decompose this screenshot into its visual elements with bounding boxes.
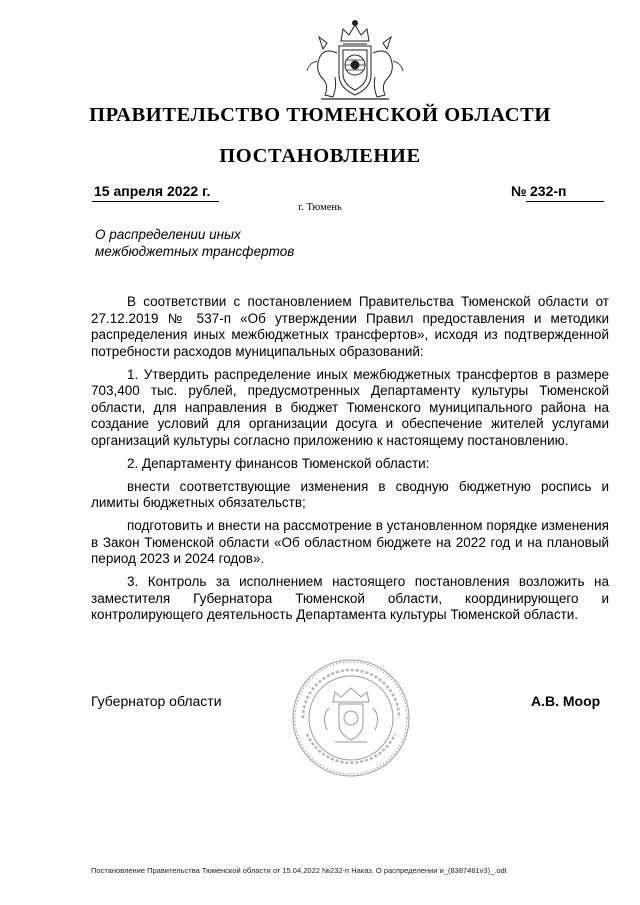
- subject-line-1: О распределении иных: [95, 227, 241, 242]
- document-type-title: ПОСТАНОВЛЕНИЕ: [219, 145, 421, 167]
- number-underline: [526, 201, 604, 202]
- document-number-label: №: [511, 183, 527, 199]
- coat-of-arms-icon: [299, 13, 411, 105]
- signatory-name: А.В. Моор: [531, 693, 601, 709]
- subject-line-2: межбюджетных трансфертов: [95, 244, 295, 259]
- body-paragraph-item-3: 3. Контроль за исполнением настоящего постановления возложить на заместителя Губернатора Тюменской области, координирующего и контролирующего деятельность Департамента культуры Тюменской области.: [91, 574, 609, 622]
- document-number: 232-п: [530, 183, 567, 199]
- signatory-position: Губернатор области: [91, 693, 222, 709]
- body-paragraph-item-2b: подготовить и внести на рассмотрение в установленном порядке изменения в Закон Тюменской области «Об областном бюджете на 2022 год и на плановый период 2023 и 2024 годов».: [91, 518, 609, 566]
- document-body: [91, 294, 609, 630]
- body-paragraph-preamble: В соответствии с постановлением Правительства Тюменской области от 27.12.2019 № 537-п «Об утверждении Правил предоставления и методики распределения иных межбюджетных трансфертов», исходя из подтвержденной потребности расходов муниципальных образований:: [91, 294, 609, 359]
- body-paragraph-item-2: 2. Департаменту финансов Тюменской области:: [127, 455, 430, 471]
- document-subject: [95, 226, 355, 260]
- body-paragraph-item-2a: внести соответствующие изменения в сводную бюджетную роспись и лимиты бюджетных обязательств;: [91, 478, 609, 510]
- organization-title: ПРАВИТЕЛЬСТВО ТЮМЕНСКОЙ ОБЛАСТИ: [89, 104, 551, 126]
- official-seal-icon: [289, 656, 413, 780]
- document-footer: Постановление Правительства Тюменской области от 15.04.2022 №232-п Наказ. О распределении и_(8387461v3)_.odt: [91, 866, 507, 875]
- document-city: г. Тюмень: [298, 202, 342, 213]
- body-paragraph-item-1: 1. Утвердить распределение иных межбюджетных трансфертов в размере 703,400 тыс. рублей, предусмотренных Департаменту культуры Тюменской области, для направления в бюджет Тюменского муниципального района на создание условий для организации досуга и обеспечение жителей услугами организаций культуры согласно приложению к настоящему постановлению.: [91, 366, 609, 448]
- document-date: 15 апреля 2022 г.: [94, 183, 211, 199]
